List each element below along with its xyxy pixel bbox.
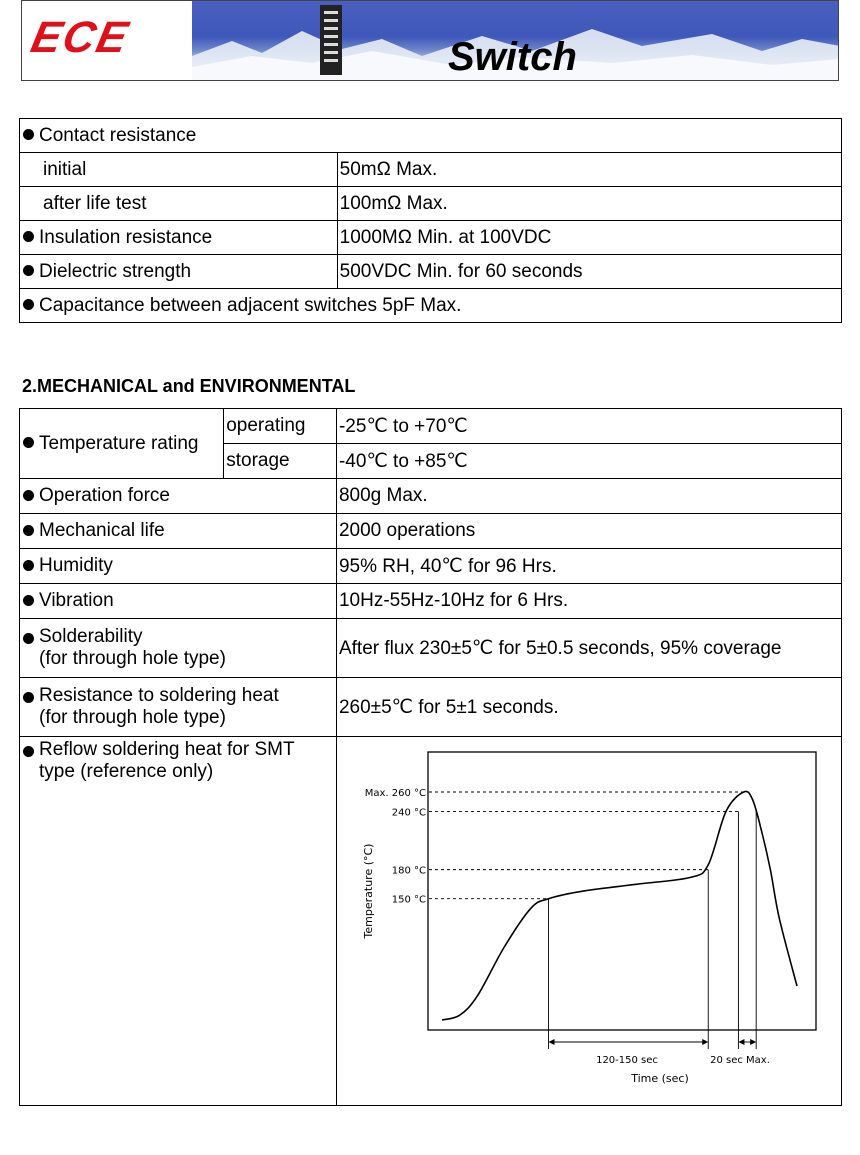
spec-label: Reflow soldering heat for SMT <box>39 739 295 760</box>
y-tick-label: Max. 260 °C <box>364 788 426 799</box>
spec-value: 50mΩ Max. <box>337 153 841 187</box>
table-row <box>20 289 842 323</box>
spec-value: 100mΩ Max. <box>337 187 841 221</box>
spec-label-cell <box>20 584 337 619</box>
spec-label: Resistance to soldering heat <box>39 685 279 706</box>
interval-label-preheat: 120-150 sec <box>596 1055 658 1066</box>
spec-label-cell <box>20 221 338 255</box>
reflow-curve <box>442 791 797 1020</box>
spec-value: 260±5℃ for 5±1 seconds. <box>336 678 841 737</box>
table-row <box>20 737 842 1106</box>
bullet-icon <box>23 692 34 703</box>
table-row <box>20 619 842 678</box>
bullet-icon <box>23 746 34 757</box>
arrowhead-icon <box>702 1039 708 1045</box>
spec-label-cell <box>20 479 337 514</box>
spec-label-cell <box>20 255 338 289</box>
mechanical-spec-table <box>19 408 842 1106</box>
spec-label-cell <box>20 737 337 1106</box>
spec-value: -25℃ to +70℃ <box>336 409 841 444</box>
spec-value: 500VDC Min. for 60 seconds <box>337 255 841 289</box>
bullet-icon <box>23 525 34 536</box>
spec-label: Humidity <box>39 555 113 576</box>
spec-label-cell <box>20 119 842 153</box>
section-title: 2.MECHANICAL and ENVIRONMENTAL <box>22 376 356 396</box>
spec-label-cell <box>20 289 842 323</box>
spec-label-cell <box>20 514 337 549</box>
reflow-profile-chart <box>337 737 840 1099</box>
bullet-icon <box>23 437 34 448</box>
bullet-icon <box>23 560 34 571</box>
spec-value: 10Hz-55Hz-10Hz for 6 Hrs. <box>336 584 841 619</box>
table-row <box>20 514 842 549</box>
logo-area <box>22 1 192 81</box>
spec-label-note: (for through hole type) <box>39 648 226 669</box>
arrowhead-icon <box>738 1039 744 1045</box>
spec-label: Mechanical life <box>39 520 165 541</box>
bullet-icon <box>23 129 34 140</box>
y-tick-label: 150 °C <box>391 894 426 906</box>
spec-label-cell <box>20 409 224 479</box>
spec-label-cell <box>20 619 337 678</box>
arrowhead-icon <box>548 1039 554 1045</box>
spec-value: 2000 operations <box>336 514 841 549</box>
spec-label: Insulation resistance <box>39 226 213 248</box>
spec-label: Capacitance between adjacent switches 5pF Max. <box>39 294 462 316</box>
chart-frame <box>428 752 816 1030</box>
spec-label-note: type (reference only) <box>39 761 214 782</box>
arrowhead-icon <box>750 1039 756 1045</box>
spec-label: initial <box>20 153 338 187</box>
spec-label-cell <box>20 678 337 737</box>
spec-sublabel: storage <box>224 444 337 479</box>
electrical-spec-table <box>19 118 842 323</box>
table-row <box>20 584 842 619</box>
spec-value: 1000MΩ Min. at 100VDC <box>337 221 841 255</box>
spec-label-cell <box>20 549 337 584</box>
bullet-icon <box>23 633 34 644</box>
bullet-icon <box>23 265 34 276</box>
company-logo: ECE <box>26 13 134 62</box>
spec-label: Contact resistance <box>39 124 197 146</box>
x-axis-label: Time (sec) <box>631 1072 689 1085</box>
spec-label: after life test <box>20 187 338 221</box>
spec-label: Solderability <box>39 626 143 647</box>
table-row <box>20 255 842 289</box>
table-row <box>20 187 842 221</box>
table-row <box>20 549 842 584</box>
table-row <box>20 678 842 737</box>
table-row <box>20 153 842 187</box>
y-tick-label: 240 °C <box>391 807 426 819</box>
header-banner <box>21 0 839 81</box>
switch-tower-icon <box>320 5 342 75</box>
spec-value: -40℃ to +85℃ <box>336 444 841 479</box>
bullet-icon <box>23 299 34 310</box>
table-row <box>20 479 842 514</box>
bullet-icon <box>23 231 34 242</box>
reflow-chart-cell <box>336 737 841 1106</box>
bullet-icon <box>23 490 34 501</box>
y-tick-label: 180 °C <box>391 865 426 877</box>
spec-label: Dielectric strength <box>39 260 192 282</box>
spec-label: Vibration <box>39 590 114 611</box>
table-row <box>20 221 842 255</box>
spec-value: 800g Max. <box>336 479 841 514</box>
spec-value: After flux 230±5℃ for 5±0.5 seconds, 95% coverage <box>336 619 841 678</box>
bullet-icon <box>23 595 34 606</box>
spec-label: Operation force <box>39 485 170 506</box>
table-row <box>20 119 842 153</box>
table-row <box>20 409 842 444</box>
page-title: Switch <box>448 35 577 79</box>
spec-value: 95% RH, 40℃ for 96 Hrs. <box>336 549 841 584</box>
y-axis-label: Temperature (°C) <box>361 843 375 939</box>
spec-label-note: (for through hole type) <box>39 707 226 728</box>
interval-label-peak: 20 sec Max. <box>710 1055 770 1066</box>
spec-sublabel: operating <box>224 409 337 444</box>
spec-label: Temperature rating <box>39 432 199 454</box>
